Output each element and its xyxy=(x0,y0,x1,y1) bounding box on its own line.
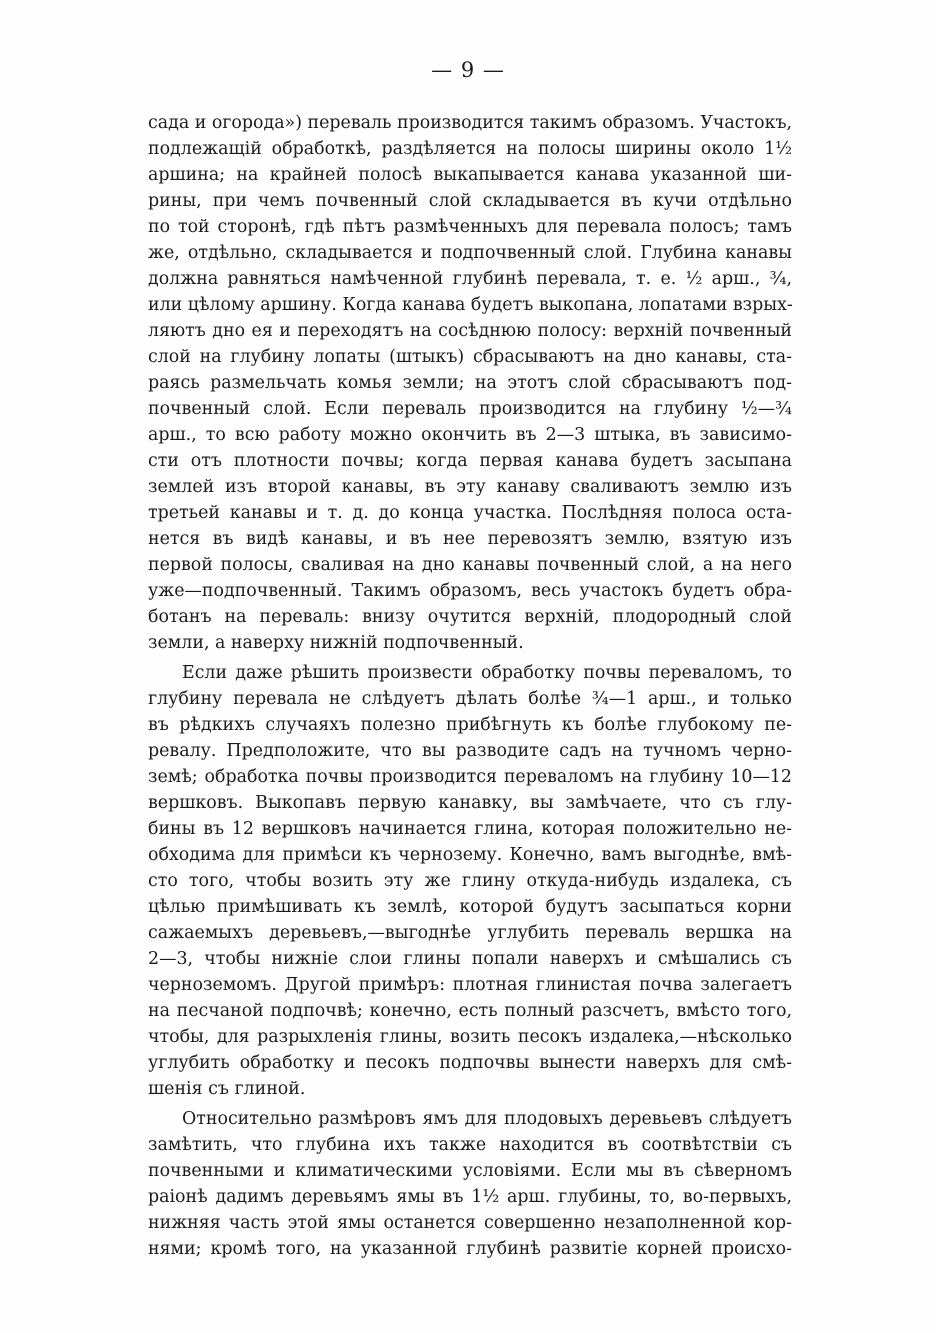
text-line: замѣтить, что глубина ихъ также находится въ соотвѣтствіи съ xyxy=(148,1135,792,1155)
text-line: сажаемыхъ деревьевъ,—выгоднѣе углубить переваль вершка на xyxy=(148,923,792,943)
body-text xyxy=(148,110,792,1262)
text-line: углубить обработку и песокъ подпочвы вынести наверхъ для смѣ- xyxy=(148,1053,792,1073)
text-line: землей изъ второй канавы, въ эту канаву сваливаютъ землю изъ xyxy=(148,477,792,497)
text-line: 2—3, чтобы нижніе слои глины попали наверхъ и смѣшались съ xyxy=(148,949,792,969)
text-line: первой полосы, сваливая на дно канавы почвенный слой, а на него xyxy=(148,555,792,575)
text-line: слой на глубину лопаты (штыкъ) сбрасываютъ на дно канавы, ста- xyxy=(148,347,792,367)
text-line: на песчаной подпочвѣ; конечно, есть полный разсчетъ, вмѣсто того, xyxy=(148,1001,792,1021)
paragraph xyxy=(148,110,792,656)
page-number: — 9 — xyxy=(431,58,505,82)
text-line: почвенный слой. Если переваль производится на глубину ½—¾ xyxy=(148,399,792,419)
text-line: подлежащій обработкѣ, раздѣляется на полосы ширины около 1½ xyxy=(148,139,792,159)
text-line: должна равняться намѣченной глубинѣ перевала, т. е. ½ арш., ¾, xyxy=(148,269,792,289)
text-line: сти отъ плотности почвы; когда первая канава будетъ засыпана xyxy=(148,451,792,471)
text-line: аршина; на крайней полосѣ выкапывается канава указанной ши- xyxy=(148,165,792,185)
text-line: арш., то всю работу можно окончить въ 2—3 штыка, въ зависимо- xyxy=(148,425,792,445)
text-line: нижняя часть этой ямы останется совершенно незаполненной кор- xyxy=(148,1213,792,1233)
text-line: земѣ; обработка почвы производится переваломъ на глубину 10—12 xyxy=(148,767,792,787)
text-line: вершковъ. Выкопавъ первую канавку, вы замѣчаете, что съ глу- xyxy=(148,793,792,813)
text-line: раіонѣ дадимъ деревьямъ ямы въ 1½ арш. глубины, то, во-первыхъ, xyxy=(148,1187,792,1207)
text-line: по той сторонѣ, гдѣ пѣтъ размѣченныхъ для перевала полосъ; тамъ xyxy=(148,217,792,237)
text-line: обходима для примѣси къ чернозему. Конечно, вамъ выгоднѣе, вмѣ- xyxy=(148,845,792,865)
text-line: земли, а наверху нижній подпочвенный. xyxy=(148,633,524,653)
text-line: ревалу. Предположите, что вы разводите садъ на тучномъ черно- xyxy=(148,741,792,761)
paragraph xyxy=(148,660,792,1102)
paragraph xyxy=(148,1106,792,1262)
text-line: сада и огорода») переваль производится такимъ образомъ. Участокъ, xyxy=(148,113,793,133)
text-line: черноземомъ. Другой примѣръ: плотная глинистая почва залегаетъ xyxy=(148,975,792,995)
text-line: третьей канавы и т. д. до конца участка. Послѣдняя полоса оста- xyxy=(148,503,792,523)
text-line: сто того, чтобы возить эту же глину откуда-нибудь издалека, съ xyxy=(148,871,792,891)
text-line: цѣлью примѣшивать къ землѣ, которой будутъ засыпаться корни xyxy=(148,897,792,917)
text-line: нется въ видѣ канавы, и въ нее перевозятъ землю, взятую изъ xyxy=(148,529,792,549)
text-line: почвенными и климатическими условіями. Если мы въ сѣверномъ xyxy=(148,1161,792,1181)
text-line: Относительно размѣровъ ямъ для плодовыхъ деревьевъ слѣдуетъ xyxy=(182,1109,792,1129)
text-line: въ рѣдкихъ случаяхъ полезно прибѣгнуть къ болѣе глубокому пе- xyxy=(148,715,792,735)
text-line: ляютъ дно ея и переходятъ на сосѣднюю полосу: верхній почвенный xyxy=(148,321,792,341)
text-line: рины, при чемъ почвенный слой складывается въ кучи отдѣльно xyxy=(148,191,792,211)
text-line: шенія съ глиной. xyxy=(148,1079,306,1099)
text-line: Если даже рѣшить произвести обработку почвы переваломъ, то xyxy=(182,663,792,683)
text-line: бины въ 12 вершковъ начинается глина, которая положительно не- xyxy=(148,819,792,839)
text-line: уже—подпочвенный. Такимъ образомъ, весь участокъ будетъ обра- xyxy=(148,581,792,601)
text-line: глубину перевала не слѣдуетъ дѣлать болѣе ¾—1 арш., и только xyxy=(148,689,792,709)
text-line: или цѣлому аршину. Когда канава будетъ выкопана, лопатами взрых- xyxy=(148,295,793,315)
text-line: же, отдѣльно, складывается и подпочвенный слой. Глубина канавы xyxy=(148,243,792,263)
text-line: чтобы, для разрыхленія глины, возить песокъ издалека,—нѣсколько xyxy=(148,1027,792,1047)
text-line: ботанъ на переваль: внизу очутится верхній, плодородный слой xyxy=(148,607,792,627)
text-line: нями; кромѣ того, на указанной глубинѣ развитіе корней происхо- xyxy=(148,1239,792,1259)
text-line: раясь размельчать комья земли; на этотъ слой сбрасываютъ под- xyxy=(148,373,792,393)
